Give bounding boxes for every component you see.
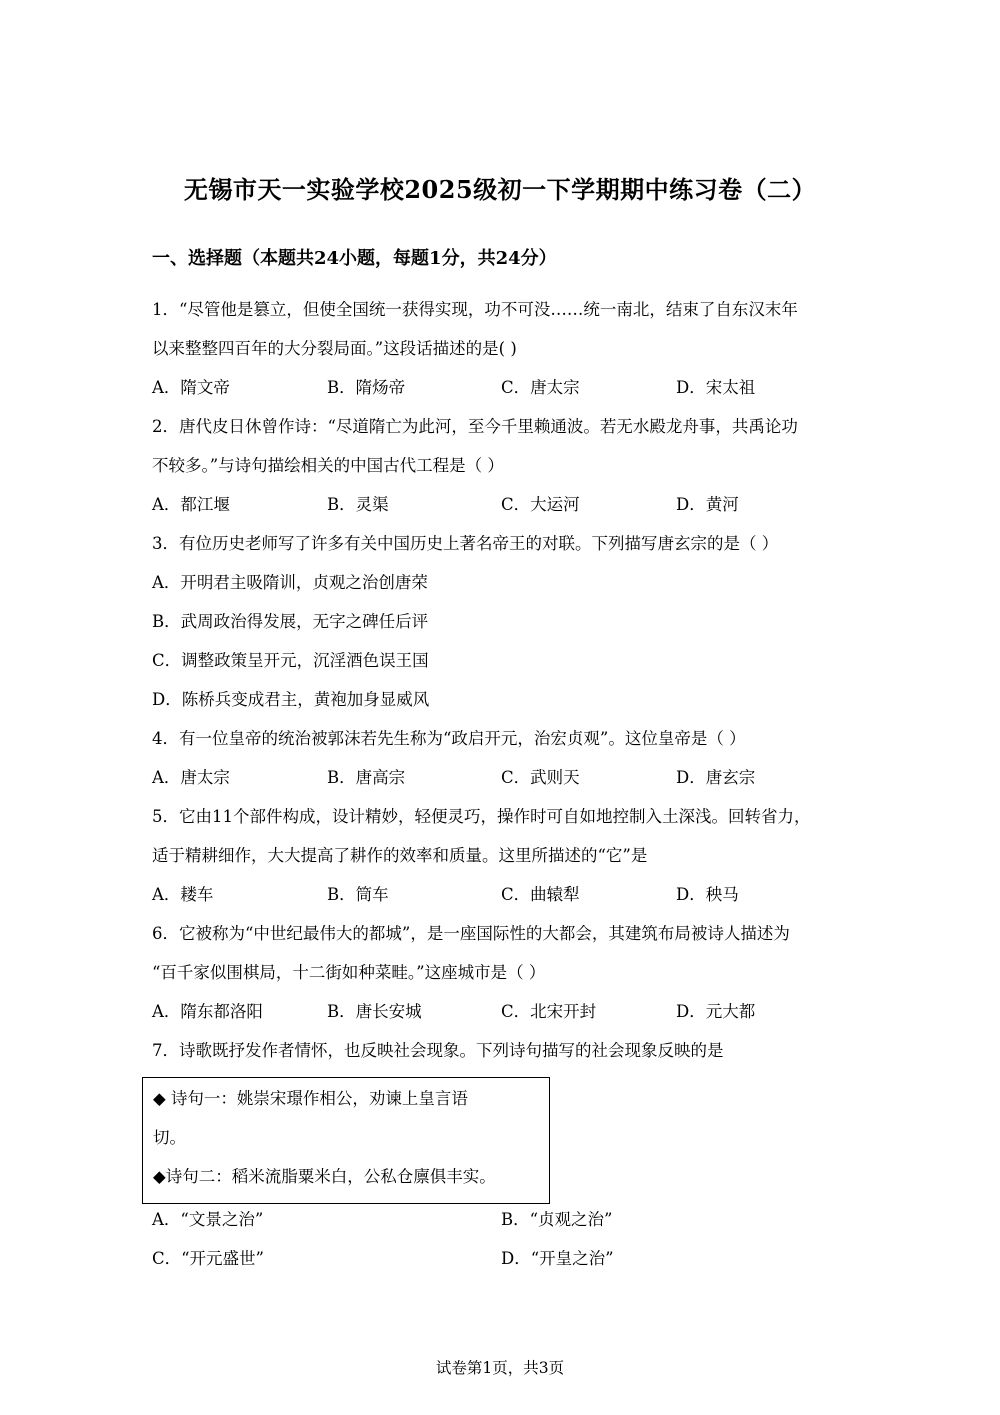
question-1-option-a: A．隋文帝 bbox=[152, 378, 230, 397]
question-5-option-b: B．筒车 bbox=[327, 885, 389, 904]
question-2-stem-line-1: 2．唐代皮日休曾作诗：“尽道隋亡为此河，至今千里赖通波。若无水殿龙舟事，共禹论功 bbox=[152, 417, 798, 436]
page-footer: 试卷第1页，共3页 bbox=[435, 1359, 565, 1377]
section-title: 一、选择题（本题共24小题，每题1分，共24分） bbox=[152, 248, 557, 269]
question-3-option-b: B．武周政治得发展，无字之碑任后评 bbox=[152, 612, 429, 631]
question-1-option-d: D．宋太祖 bbox=[676, 378, 756, 397]
question-6-option-a: A．隋东都洛阳 bbox=[152, 1002, 263, 1021]
question-7-option-a: A．“文景之治” bbox=[152, 1210, 264, 1229]
poem-line-2: 切。 bbox=[153, 1128, 186, 1147]
question-1-stem-line-1: 1．“尽管他是篡立，但使全国统一获得实现，功不可没……统一南北，结束了自东汉末年 bbox=[152, 300, 798, 319]
question-1-stem-line-2: 以来整整四百年的大分裂局面。”这段话描述的是( ) bbox=[152, 339, 517, 358]
question-5-stem-line-2: 适于精耕细作，大大提高了耕作的效率和质量。这里所描述的“它”是 bbox=[152, 846, 648, 865]
question-5-stem-line-1: 5．它由11个部件构成，设计精妙，轻便灵巧，操作时可自如地控制入土深浅。回转省力， bbox=[152, 807, 811, 826]
question-6-option-c: C．北宋开封 bbox=[501, 1002, 597, 1021]
poem-box bbox=[142, 1077, 550, 1204]
question-7-option-d: D．“开皇之治” bbox=[501, 1249, 614, 1268]
question-6-stem-line-1: 6．它被称为“中世纪最伟大的都城”，是一座国际性的大都会，其建筑布局被诗人描述为 bbox=[152, 924, 790, 943]
question-2-option-b: B．灵渠 bbox=[327, 495, 389, 514]
question-7-stem-line-1: 7．诗歌既抒发作者情怀，也反映社会现象。下列诗句描写的社会现象反映的是 bbox=[152, 1041, 724, 1060]
question-1-option-b: B．隋炀帝 bbox=[327, 378, 406, 397]
question-1-option-c: C．唐太宗 bbox=[501, 378, 580, 397]
page-title: 无锡市天一实验学校2025级初一下学期期中练习卷（二） bbox=[183, 175, 817, 204]
question-4-option-d: D．唐玄宗 bbox=[676, 768, 756, 787]
question-4-stem-line-1: 4．有一位皇帝的统治被郭沫若先生称为“政启开元，治宏贞观”。这位皇帝是（ ） bbox=[152, 729, 746, 748]
question-3-stem-line-1: 3．有位历史老师写了许多有关中国历史上著名帝王的对联。下列描写唐玄宗的是（ ） bbox=[152, 534, 779, 553]
question-2-option-c: C．大运河 bbox=[501, 495, 580, 514]
question-5-option-c: C．曲辕犁 bbox=[501, 885, 580, 904]
question-5-option-d: D．秧马 bbox=[676, 885, 739, 904]
poem-line-3: ◆诗句二：稻米流脂粟米白，公私仓廪俱丰实。 bbox=[153, 1167, 496, 1186]
question-3-option-d: D．陈桥兵变成君主，黄袍加身显威风 bbox=[152, 690, 430, 709]
question-4-option-b: B．唐高宗 bbox=[327, 768, 406, 787]
question-3-option-a: A．开明君主吸隋训，贞观之治创唐荣 bbox=[152, 573, 428, 592]
question-2-option-d: D．黄河 bbox=[676, 495, 739, 514]
question-4-option-a: A．唐太宗 bbox=[152, 768, 230, 787]
question-2-option-a: A．都江堰 bbox=[152, 495, 230, 514]
question-7-option-b: B．“贞观之治” bbox=[501, 1210, 613, 1229]
question-6-option-b: B．唐长安城 bbox=[327, 1002, 422, 1021]
question-3-option-c: C．调整政策呈开元，沉淫酒色误王国 bbox=[152, 651, 429, 670]
question-7-option-c: C．“开元盛世” bbox=[152, 1249, 264, 1268]
poem-line-1: ◆ 诗句一：姚崇宋璟作相公，劝谏上皇言语 bbox=[153, 1089, 468, 1108]
question-6-stem-line-2: “百千家似围棋局，十二街如种菜畦。”这座城市是（ ） bbox=[152, 963, 546, 982]
question-5-option-a: A．耧车 bbox=[152, 885, 214, 904]
question-4-option-c: C．武则天 bbox=[501, 768, 580, 787]
question-6-option-d: D．元大都 bbox=[676, 1002, 756, 1021]
question-2-stem-line-2: 不较多。”与诗句描绘相关的中国古代工程是（ ） bbox=[152, 456, 504, 475]
